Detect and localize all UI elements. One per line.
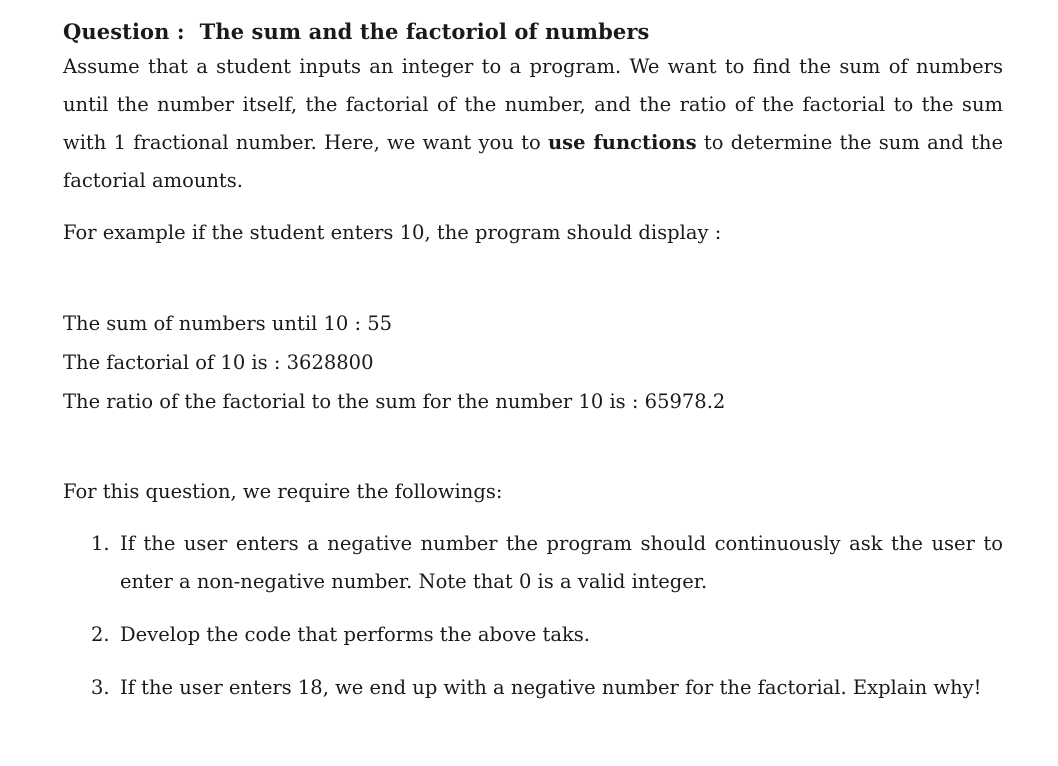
requirements-intro: For this question, we require the followings: xyxy=(63,480,503,503)
example-output-block xyxy=(63,304,1003,421)
requirement-item-3 xyxy=(63,669,1003,707)
requirement-number: 3. xyxy=(91,676,110,699)
output-line-factorial: The factorial of 10 is : 3628800 xyxy=(63,351,374,374)
requirement-text: Develop the code that performs the above taks. xyxy=(120,623,590,646)
question-title: The sum and the factoriol of numbers xyxy=(199,19,650,44)
intro-paragraph xyxy=(63,48,1003,200)
requirement-number: 2. xyxy=(91,623,110,646)
intro-text-part2: to determine the sum and the factorial amounts. xyxy=(63,131,1003,192)
requirement-text: If the user enters a negative number the program should continuously ask the user to enter a non-negative number. Note that 0 is a valid integer. xyxy=(120,532,1003,593)
output-line-ratio: The ratio of the factorial to the sum for the number 10 is : 65978.2 xyxy=(63,390,726,413)
requirement-number: 1. xyxy=(91,532,110,555)
requirement-item-1 xyxy=(63,525,1003,601)
requirement-text: If the user enters 18, we end up with a negative number for the factorial. Explain why! xyxy=(120,676,982,699)
document-page xyxy=(63,16,1003,722)
question-heading xyxy=(63,16,1003,48)
requirements-list xyxy=(63,525,1003,707)
intro-bold-text: use functions xyxy=(547,131,697,154)
intro-text-part1: Assume that a student inputs an integer to a program. We want to find the sum of numbers until the number itself, the factorial of the number, and the ratio of the factorial to the sum with 1 fractional number. Here, we want you to xyxy=(63,55,1003,154)
example-intro: For example if the student enters 10, the program should display : xyxy=(63,221,722,244)
question-label: Question : xyxy=(63,19,185,44)
requirement-item-2 xyxy=(63,616,1003,654)
output-line-sum: The sum of numbers until 10 : 55 xyxy=(63,312,393,335)
